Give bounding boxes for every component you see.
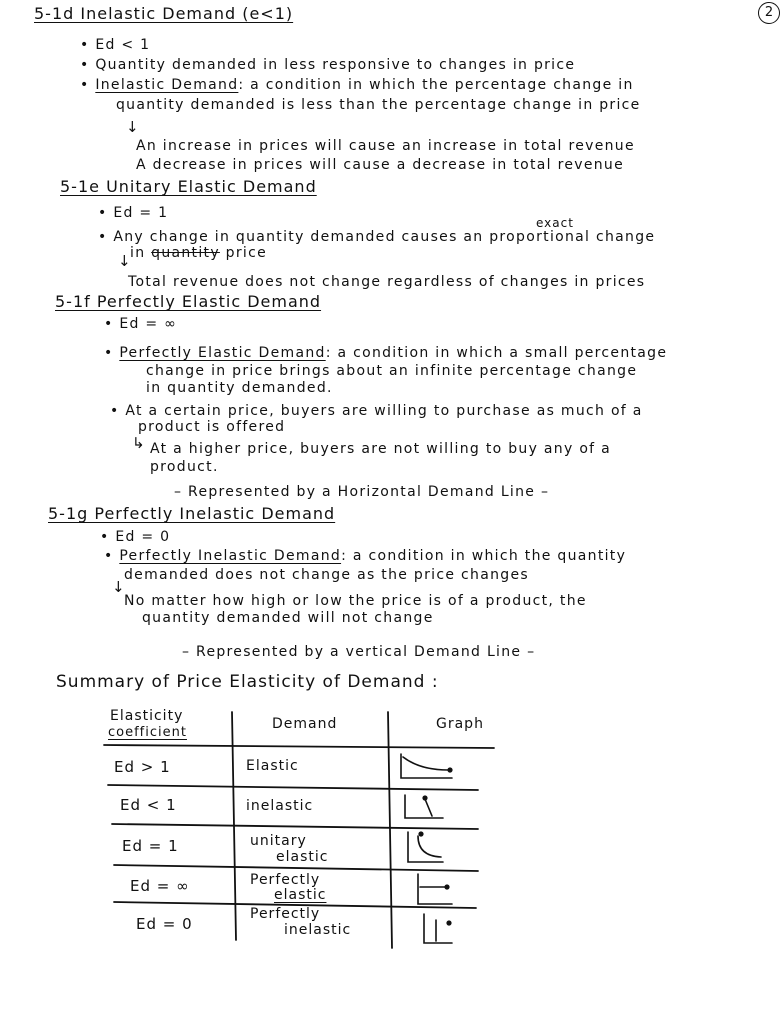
bullet-quantity-responsive: • Quantity demanded in less responsive to changes in price xyxy=(80,57,576,73)
consequence-no-matter: No matter how high or low the price is of a product, the xyxy=(124,593,587,609)
consequence-total-revenue: Total revenue does not change regardless of changes in prices xyxy=(128,274,646,290)
consequence-increase: An increase in prices will cause an increase in total revenue xyxy=(136,138,635,154)
bullet-ed-zero: • Ed = 0 xyxy=(100,529,171,545)
insert-exact: exact xyxy=(536,216,574,230)
row-coef: Ed = 1 xyxy=(122,837,179,855)
down-arrow-icon: ↓ xyxy=(126,118,139,136)
bullet-ed-less-1: • Ed < 1 xyxy=(80,37,151,53)
bullet-higher-price-cont: product. xyxy=(150,459,219,475)
row-demand: unitary xyxy=(250,833,307,849)
perfectly-elastic-graph-icon xyxy=(418,874,452,904)
consequence-quantity-unchanged: quantity demanded will not change xyxy=(142,610,434,626)
row-demand: Elastic xyxy=(246,758,299,774)
definition-term: Perfectly Elastic Demand xyxy=(119,345,326,361)
turn-arrow-icon: ↳ xyxy=(132,434,145,452)
definition-perfectly-elastic-cont-1: change in price brings about an infinite percentage change xyxy=(146,363,638,379)
header-coefficient: coefficient xyxy=(108,725,187,740)
section-heading-unitary: 5-1e Unitary Elastic Demand xyxy=(60,177,317,196)
bullet-ed-equals-1: • Ed = 1 xyxy=(98,205,169,221)
elastic-graph-icon xyxy=(401,754,452,778)
down-arrow-icon: ↓ xyxy=(112,578,125,596)
section-heading-perfectly-inelastic: 5-1g Perfectly Inelastic Demand xyxy=(48,504,336,523)
definition-term: Inelastic Demand xyxy=(95,77,239,93)
row-coef: Ed > 1 xyxy=(114,758,171,776)
bullet-certain-price: • At a certain price, buyers are willing to purchase as much of a xyxy=(110,403,643,419)
row-demand-cont: elastic xyxy=(276,849,329,865)
definition-perfectly-elastic: • Perfectly Elastic Demand: a condition in which a small percentage xyxy=(104,345,668,361)
header-demand: Demand xyxy=(272,716,338,732)
section-heading-inelastic: 5-1d Inelastic Demand (e<1) xyxy=(34,4,294,23)
definition-inelastic: • Inelastic Demand: a condition in which the percentage change in xyxy=(80,77,634,93)
bullet-higher-price: At a higher price, buyers are not willing to buy any of a xyxy=(150,441,612,457)
header-graph: Graph xyxy=(436,716,484,732)
definition-term: Perfectly Inelastic Demand xyxy=(119,548,342,564)
definition-inelastic-cont: quantity demanded is less than the percentage change in price xyxy=(116,97,641,113)
row-demand: inelastic xyxy=(246,798,314,814)
bullet-ed-infinity: • Ed = ∞ xyxy=(104,316,178,332)
row-demand: Perfectly xyxy=(250,906,321,922)
bullet-any-change: • Any change in quantity demanded causes an proportional change xyxy=(98,229,656,245)
table-row-divider xyxy=(112,824,478,829)
definition-perfectly-inelastic: • Perfectly Inelastic Demand: a condition in which the quantity xyxy=(104,548,627,564)
row-coef: Ed = ∞ xyxy=(130,877,190,895)
definition-perfectly-elastic-cont-2: in quantity demanded. xyxy=(146,380,333,396)
row-demand: Perfectly xyxy=(250,872,321,888)
table-row-divider xyxy=(114,865,478,871)
table-row-divider xyxy=(108,785,478,790)
consequence-decrease: A decrease in prices will cause a decrease in total revenue xyxy=(136,157,625,173)
row-coef: Ed = 0 xyxy=(136,915,193,933)
row-demand-cont: elastic xyxy=(274,887,327,903)
row-coef: Ed < 1 xyxy=(120,796,177,814)
unitary-elastic-graph-icon xyxy=(408,832,443,862)
row-demand-cont: inelastic xyxy=(284,922,352,938)
section-heading-perfectly-elastic: 5-1f Perfectly Elastic Demand xyxy=(55,292,322,311)
down-arrow-icon: ↓ xyxy=(118,252,131,270)
bullet-any-change-cont: in quantity price xyxy=(130,245,268,261)
note-vertical-line: – Represented by a vertical Demand Line – xyxy=(182,644,536,660)
header-elasticity: Elasticity xyxy=(110,708,184,724)
table-row-divider xyxy=(104,745,494,748)
summary-title: Summary of Price Elasticity of Demand : xyxy=(56,672,439,692)
note-horizontal-line: – Represented by a Horizontal Demand Line – xyxy=(174,484,550,500)
definition-perfectly-inelastic-cont: demanded does not change as the price changes xyxy=(124,567,529,583)
bullet-certain-price-cont: product is offered xyxy=(138,419,286,435)
inelastic-graph-icon xyxy=(405,795,443,818)
perfectly-inelastic-graph-icon xyxy=(424,914,452,943)
page-number: 2 xyxy=(758,2,780,24)
